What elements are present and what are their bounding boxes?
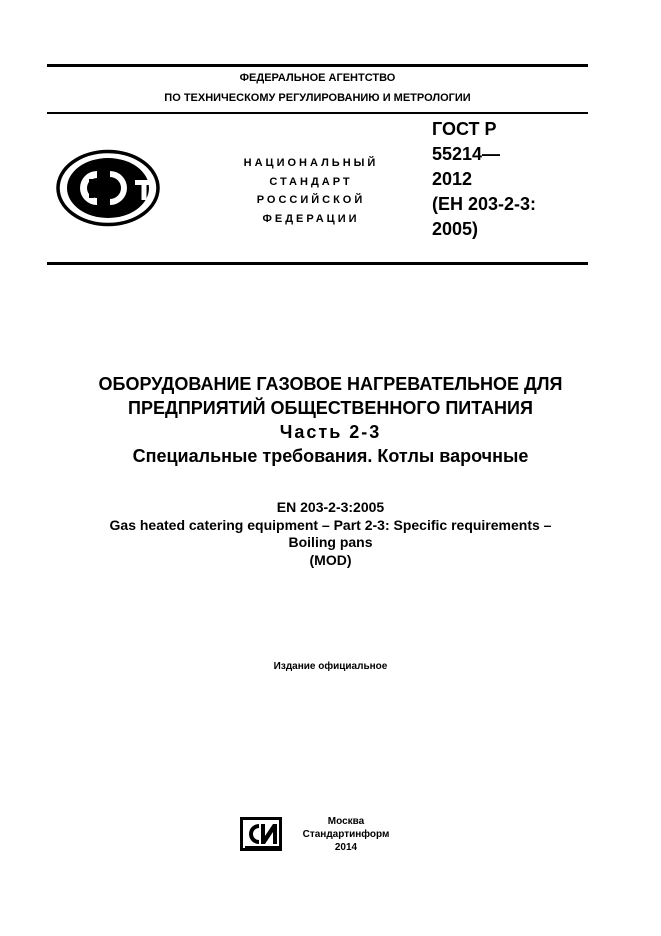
publisher-year: 2014	[334, 842, 358, 853]
designation-line-5: 2005)	[432, 219, 479, 239]
national-standard-line-2: СТАНДАРТ	[269, 175, 353, 188]
en-line-2: Boiling pans	[288, 534, 373, 550]
national-standard-line-4: ФЕДЕРАЦИИ	[262, 212, 360, 225]
edition-label: Издание официальное	[273, 661, 388, 672]
national-standard-line-1: НАЦИОНАЛЬНЫЙ	[243, 157, 379, 169]
bottom-rule	[47, 262, 588, 265]
en-mod: (MOD)	[309, 551, 352, 568]
agency-line-1: ФЕДЕРАЛЬНОЕ АГЕНТСТВО	[239, 72, 396, 84]
publisher-city: Москва	[327, 816, 365, 827]
standard-designation	[432, 117, 536, 242]
standartinform-logo-icon	[239, 816, 283, 852]
publisher-name: Стандартинформ	[302, 829, 390, 840]
designation-line-4: (ЕН 203-2-3:	[432, 194, 537, 214]
publisher-block	[291, 815, 401, 854]
title-subtitle: Специальные требования. Котлы варочные	[132, 446, 529, 466]
en-code: EN 203-2-3:2005	[276, 499, 385, 515]
title-part: Часть 2-3	[279, 422, 382, 442]
national-standard-line-3: РОССИЙСКОЙ	[256, 194, 366, 206]
document-title	[20, 372, 641, 468]
title-line-2: ПРЕДПРИЯТИЙ ОБЩЕСТВЕННОГО ПИТАНИЯ	[128, 398, 533, 418]
agency-line-2: ПО ТЕХНИЧЕСКОМУ РЕГУЛИРОВАНИЮ И МЕТРОЛОГИИ	[164, 92, 471, 104]
middle-rule	[47, 112, 588, 114]
en-line-1: Gas heated catering equipment – Part 2-3: Specific requirements –	[109, 516, 552, 533]
top-rule	[47, 64, 588, 67]
national-standard-label	[232, 154, 390, 228]
title-line-1: ОБОРУДОВАНИЕ ГАЗОВОЕ НАГРЕВАТЕЛЬНОЕ ДЛЯ	[98, 374, 563, 394]
designation-line-2: 55214—	[432, 144, 501, 164]
designation-line-3: 2012	[432, 169, 473, 189]
english-title	[20, 499, 641, 569]
designation-line-1: ГОСТ Р	[432, 119, 497, 139]
rst-mark-icon	[55, 148, 165, 228]
